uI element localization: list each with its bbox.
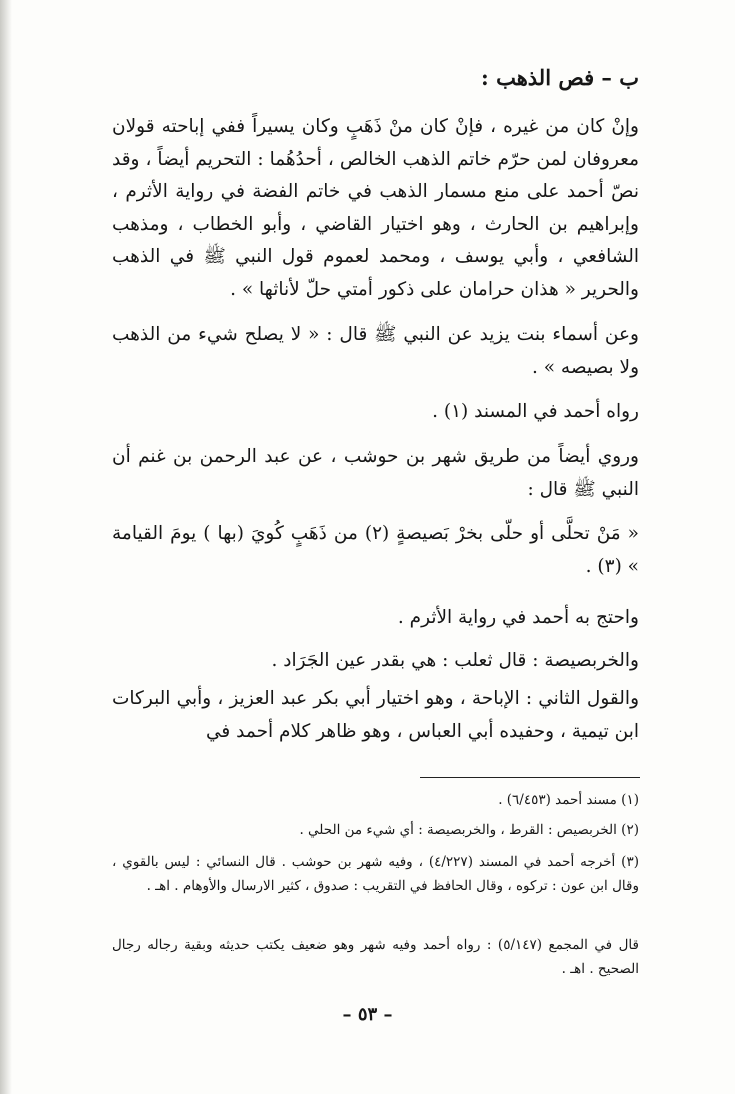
paragraph-3: رواه أحمد في المسند (١) . xyxy=(432,401,639,422)
paragraph-8: والقول الثاني : الإباحة ، وهو اختيار أبي بكر عبد العزيز ، وأبي البركات ابن تيمية ، وحفيده أبي العباس ، وهو ظاهر كلام أحمد في xyxy=(112,688,639,742)
footnote-3-continued: قال في المجمع (٥/١٤٧) : رواه أحمد وفيه شهر وهو ضعيف يكتب حديثه وبقية رجاله رجال الصحيح . اهـ . xyxy=(112,937,639,977)
footnote-2: (٢) الخربصيص : القرط ، والخربصيصة : أي شيء من الحلي . xyxy=(299,822,639,838)
page-number: – ٥٣ – xyxy=(342,1004,393,1025)
section-heading: ب – فص الذهب : xyxy=(481,65,639,90)
paragraph-2: وعن أسماء بنت يزيد عن النبي ﷺ قال : « لا يصلح شيء من الذهب ولا بصيصه » . xyxy=(112,324,639,378)
paragraph-7: والخربصيصة : قال ثعلب : هي بقدر عين الجَرَاد . xyxy=(271,650,639,671)
footnote-1: (١) مسند أحمد (٦/٤٥٣) . xyxy=(498,792,639,808)
footnote-3: (٣) أخرجه أحمد في المسند (٤/٢٢٧) ، وفيه شهر بن حوشب . قال النسائي : ليس بالقوي ، وقال ابن عون : تركوه ، وقال الحافظ في التقريب : صدوق ، كثير الارسال والأوهام . اهـ . xyxy=(112,854,639,894)
scan-edge-shadow xyxy=(0,0,12,1094)
paragraph-1: وإنْ كان من غيره ، فإنْ كان منْ ذَهَبٍ وكان يسيراً ففي إباحته قولان معروفان لمن حرّم خاتم الذهب الخالص ، أحدُهُما : التحريم أيضاً ، وقد نصّ أحمد على منع مسمار الذهب في خاتم الفضة في رواية الأثرم ، وإبراهيم بن الحارث ، وهو اختيار القاضي ، وأبو الخطاب ، ومذهب الشافعي ، وأبي يوسف ، ومحمد لعموم قول النبي ﷺ في الذهب والحرير « هذان حرامان على ذكور أمتي حلّ لأناثها » . xyxy=(112,116,639,300)
hadith-quote: « مَنْ تحلَّى أو حلّى بخرْ بَصيصةٍ (٢) من ذَهَبٍ كُويَ (بها ) يومَ القيامة » (٣) . xyxy=(112,523,639,577)
paragraph-6: واحتج به أحمد في رواية الأثرم . xyxy=(397,607,639,628)
footnote-divider xyxy=(420,777,640,778)
paragraph-4: وروي أيضاً من طريق شهر بن حوشب ، عن عبد الرحمن بن غنم أن النبي ﷺ قال : xyxy=(112,446,639,500)
